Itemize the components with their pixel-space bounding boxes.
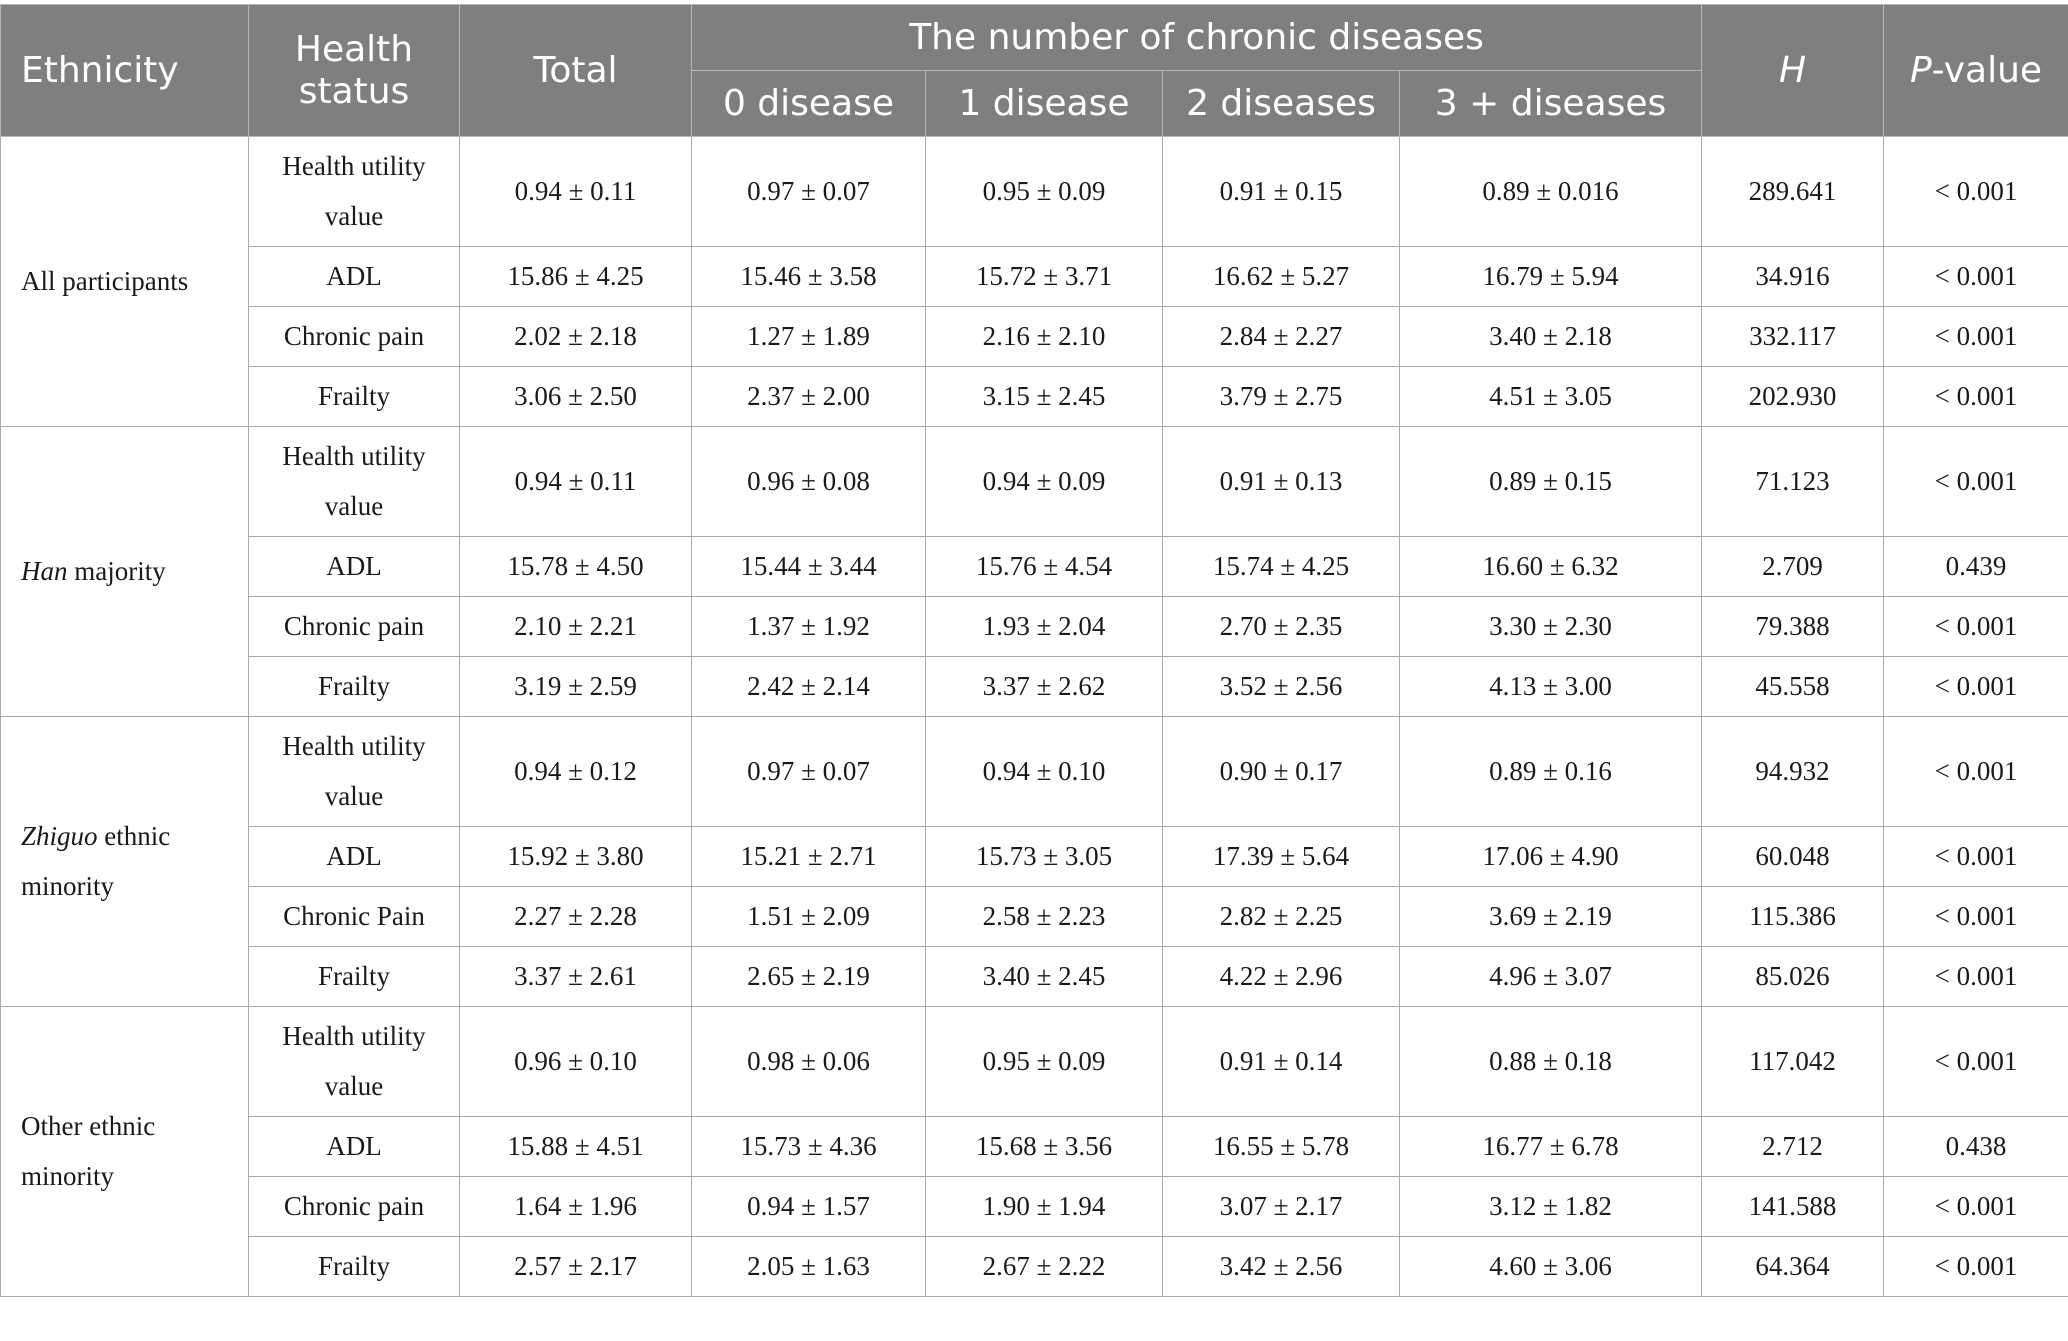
value-cell-d2: 3.42 ± 2.56 bbox=[1163, 1237, 1400, 1297]
value-cell-p: < 0.001 bbox=[1884, 717, 2068, 827]
value-cell-p: 0.438 bbox=[1884, 1117, 2068, 1177]
value-cell-total: 3.19 ± 2.59 bbox=[460, 657, 692, 717]
health-status-cell: Chronic pain bbox=[249, 597, 460, 657]
value-cell-h: 34.916 bbox=[1702, 247, 1884, 307]
p-value-suffix: -value bbox=[1931, 49, 2043, 91]
value-cell-p: < 0.001 bbox=[1884, 827, 2068, 887]
col-header-0-disease: 0 disease bbox=[692, 71, 926, 137]
value-cell-d1: 1.90 ± 1.94 bbox=[926, 1177, 1163, 1237]
value-cell-total: 2.57 ± 2.17 bbox=[460, 1237, 692, 1297]
table-row bbox=[1, 947, 2068, 1007]
value-cell-d1: 15.76 ± 4.54 bbox=[926, 537, 1163, 597]
value-cell-total: 0.94 ± 0.12 bbox=[460, 717, 692, 827]
table-row bbox=[1, 427, 2068, 537]
ethnicity-cell bbox=[1, 1007, 249, 1297]
value-cell-d2: 3.07 ± 2.17 bbox=[1163, 1177, 1400, 1237]
value-cell-p: < 0.001 bbox=[1884, 947, 2068, 1007]
table-row bbox=[1, 307, 2068, 367]
value-cell-d3: 16.60 ± 6.32 bbox=[1400, 537, 1702, 597]
health-status-cell: Chronic Pain bbox=[249, 887, 460, 947]
table-row bbox=[1, 1177, 2068, 1237]
value-cell-d0: 2.37 ± 2.00 bbox=[692, 367, 926, 427]
value-cell-d2: 0.90 ± 0.17 bbox=[1163, 717, 1400, 827]
value-cell-h: 64.364 bbox=[1702, 1237, 1884, 1297]
value-cell-d3: 4.96 ± 3.07 bbox=[1400, 947, 1702, 1007]
table-row bbox=[1, 887, 2068, 947]
value-cell-d2: 17.39 ± 5.64 bbox=[1163, 827, 1400, 887]
ethnicity-italic: Zhiguo bbox=[21, 820, 98, 851]
health-status-cell: Health utility value bbox=[249, 717, 460, 827]
value-cell-h: 115.386 bbox=[1702, 887, 1884, 947]
value-cell-d2: 2.70 ± 2.35 bbox=[1163, 597, 1400, 657]
value-cell-d2: 3.79 ± 2.75 bbox=[1163, 367, 1400, 427]
value-cell-d3: 4.60 ± 3.06 bbox=[1400, 1237, 1702, 1297]
col-header-2-diseases: 2 diseases bbox=[1163, 71, 1400, 137]
value-cell-d0: 15.44 ± 3.44 bbox=[692, 537, 926, 597]
value-cell-d3: 4.51 ± 3.05 bbox=[1400, 367, 1702, 427]
value-cell-d0: 2.65 ± 2.19 bbox=[692, 947, 926, 1007]
value-cell-p: 0.439 bbox=[1884, 537, 2068, 597]
value-cell-d1: 2.58 ± 2.23 bbox=[926, 887, 1163, 947]
chronic-disease-table bbox=[0, 4, 2068, 1297]
value-cell-d1: 0.95 ± 0.09 bbox=[926, 137, 1163, 247]
value-cell-d2: 0.91 ± 0.14 bbox=[1163, 1007, 1400, 1117]
col-header-health-status: Health status bbox=[249, 5, 460, 137]
value-cell-d1: 15.73 ± 3.05 bbox=[926, 827, 1163, 887]
value-cell-d3: 3.69 ± 2.19 bbox=[1400, 887, 1702, 947]
value-cell-d3: 17.06 ± 4.90 bbox=[1400, 827, 1702, 887]
value-cell-d0: 15.21 ± 2.71 bbox=[692, 827, 926, 887]
value-cell-d1: 2.67 ± 2.22 bbox=[926, 1237, 1163, 1297]
value-cell-h: 289.641 bbox=[1702, 137, 1884, 247]
col-header-1-disease: 1 disease bbox=[926, 71, 1163, 137]
ethnicity-cell bbox=[1, 717, 249, 1007]
table-row bbox=[1, 597, 2068, 657]
value-cell-h: 2.712 bbox=[1702, 1117, 1884, 1177]
h-label: H bbox=[1779, 49, 1807, 91]
table-row bbox=[1, 717, 2068, 827]
health-status-cell: Frailty bbox=[249, 1237, 460, 1297]
value-cell-total: 0.94 ± 0.11 bbox=[460, 427, 692, 537]
health-status-cell: Frailty bbox=[249, 367, 460, 427]
value-cell-d3: 3.40 ± 2.18 bbox=[1400, 307, 1702, 367]
value-cell-total: 15.88 ± 4.51 bbox=[460, 1117, 692, 1177]
value-cell-d2: 2.84 ± 2.27 bbox=[1163, 307, 1400, 367]
ethnicity-cell bbox=[1, 137, 249, 427]
value-cell-d3: 4.13 ± 3.00 bbox=[1400, 657, 1702, 717]
value-cell-h: 94.932 bbox=[1702, 717, 1884, 827]
value-cell-d3: 0.89 ± 0.16 bbox=[1400, 717, 1702, 827]
health-status-cell: Health utility value bbox=[249, 1007, 460, 1117]
col-header-ethnicity: Ethnicity bbox=[1, 5, 249, 137]
health-status-cell: ADL bbox=[249, 827, 460, 887]
ethnicity-cell bbox=[1, 427, 249, 717]
value-cell-p: < 0.001 bbox=[1884, 657, 2068, 717]
table-body bbox=[1, 137, 2068, 1297]
value-cell-h: 2.709 bbox=[1702, 537, 1884, 597]
col-header-total: Total bbox=[460, 5, 692, 137]
value-cell-p: < 0.001 bbox=[1884, 597, 2068, 657]
health-status-cell: ADL bbox=[249, 537, 460, 597]
value-cell-d2: 0.91 ± 0.15 bbox=[1163, 137, 1400, 247]
table-row bbox=[1, 1237, 2068, 1297]
table-row bbox=[1, 1007, 2068, 1117]
value-cell-h: 60.048 bbox=[1702, 827, 1884, 887]
value-cell-total: 15.92 ± 3.80 bbox=[460, 827, 692, 887]
health-status-cell: Frailty bbox=[249, 947, 460, 1007]
value-cell-p: < 0.001 bbox=[1884, 427, 2068, 537]
value-cell-d1: 3.40 ± 2.45 bbox=[926, 947, 1163, 1007]
health-status-cell: Health utility value bbox=[249, 137, 460, 247]
value-cell-total: 0.96 ± 0.10 bbox=[460, 1007, 692, 1117]
value-cell-h: 117.042 bbox=[1702, 1007, 1884, 1117]
value-cell-d0: 2.42 ± 2.14 bbox=[692, 657, 926, 717]
table-header bbox=[1, 5, 2068, 137]
table-row bbox=[1, 367, 2068, 427]
value-cell-d3: 16.79 ± 5.94 bbox=[1400, 247, 1702, 307]
value-cell-d2: 16.55 ± 5.78 bbox=[1163, 1117, 1400, 1177]
value-cell-d3: 0.89 ± 0.016 bbox=[1400, 137, 1702, 247]
value-cell-total: 2.02 ± 2.18 bbox=[460, 307, 692, 367]
table-row bbox=[1, 537, 2068, 597]
col-header-3plus-diseases: 3 + diseases bbox=[1400, 71, 1702, 137]
value-cell-d0: 0.94 ± 1.57 bbox=[692, 1177, 926, 1237]
value-cell-d1: 1.93 ± 2.04 bbox=[926, 597, 1163, 657]
value-cell-d2: 15.74 ± 4.25 bbox=[1163, 537, 1400, 597]
health-status-cell: Health utility value bbox=[249, 427, 460, 537]
health-status-cell: Frailty bbox=[249, 657, 460, 717]
value-cell-d0: 15.46 ± 3.58 bbox=[692, 247, 926, 307]
ethnicity-label: Other ethnic minority bbox=[21, 1110, 156, 1191]
value-cell-total: 0.94 ± 0.11 bbox=[460, 137, 692, 247]
ethnicity-italic: Han bbox=[21, 555, 68, 586]
value-cell-d0: 1.27 ± 1.89 bbox=[692, 307, 926, 367]
value-cell-h: 85.026 bbox=[1702, 947, 1884, 1007]
value-cell-total: 3.06 ± 2.50 bbox=[460, 367, 692, 427]
table-row bbox=[1, 1117, 2068, 1177]
value-cell-d0: 15.73 ± 4.36 bbox=[692, 1117, 926, 1177]
table-row bbox=[1, 827, 2068, 887]
value-cell-d1: 15.68 ± 3.56 bbox=[926, 1117, 1163, 1177]
value-cell-d0: 2.05 ± 1.63 bbox=[692, 1237, 926, 1297]
col-header-p-value bbox=[1884, 5, 2068, 137]
health-status-cell: Chronic pain bbox=[249, 307, 460, 367]
value-cell-d3: 3.12 ± 1.82 bbox=[1400, 1177, 1702, 1237]
value-cell-total: 2.27 ± 2.28 bbox=[460, 887, 692, 947]
value-cell-d1: 15.72 ± 3.71 bbox=[926, 247, 1163, 307]
value-cell-d2: 2.82 ± 2.25 bbox=[1163, 887, 1400, 947]
value-cell-d1: 2.16 ± 2.10 bbox=[926, 307, 1163, 367]
value-cell-d3: 3.30 ± 2.30 bbox=[1400, 597, 1702, 657]
value-cell-d0: 0.97 ± 0.07 bbox=[692, 137, 926, 247]
value-cell-total: 1.64 ± 1.96 bbox=[460, 1177, 692, 1237]
health-status-cell: Chronic pain bbox=[249, 1177, 460, 1237]
value-cell-d1: 0.95 ± 0.09 bbox=[926, 1007, 1163, 1117]
value-cell-p: < 0.001 bbox=[1884, 1007, 2068, 1117]
value-cell-p: < 0.001 bbox=[1884, 307, 2068, 367]
value-cell-h: 332.117 bbox=[1702, 307, 1884, 367]
table-row bbox=[1, 137, 2068, 247]
health-status-cell: ADL bbox=[249, 247, 460, 307]
value-cell-total: 15.86 ± 4.25 bbox=[460, 247, 692, 307]
value-cell-p: < 0.001 bbox=[1884, 367, 2068, 427]
value-cell-total: 15.78 ± 4.50 bbox=[460, 537, 692, 597]
col-header-h bbox=[1702, 5, 1884, 137]
ethnicity-label: ethnic minority bbox=[21, 820, 171, 901]
value-cell-p: < 0.001 bbox=[1884, 1177, 2068, 1237]
value-cell-d0: 0.98 ± 0.06 bbox=[692, 1007, 926, 1117]
value-cell-total: 3.37 ± 2.61 bbox=[460, 947, 692, 1007]
value-cell-d1: 0.94 ± 0.09 bbox=[926, 427, 1163, 537]
p-label: P bbox=[1910, 49, 1932, 91]
value-cell-p: < 0.001 bbox=[1884, 1237, 2068, 1297]
value-cell-d3: 0.89 ± 0.15 bbox=[1400, 427, 1702, 537]
value-cell-d0: 0.97 ± 0.07 bbox=[692, 717, 926, 827]
value-cell-d2: 4.22 ± 2.96 bbox=[1163, 947, 1400, 1007]
value-cell-total: 2.10 ± 2.21 bbox=[460, 597, 692, 657]
value-cell-h: 202.930 bbox=[1702, 367, 1884, 427]
value-cell-d2: 16.62 ± 5.27 bbox=[1163, 247, 1400, 307]
col-header-chronic-group: The number of chronic diseases bbox=[692, 5, 1702, 71]
health-status-cell: ADL bbox=[249, 1117, 460, 1177]
value-cell-d0: 1.37 ± 1.92 bbox=[692, 597, 926, 657]
value-cell-d3: 16.77 ± 6.78 bbox=[1400, 1117, 1702, 1177]
value-cell-d2: 3.52 ± 2.56 bbox=[1163, 657, 1400, 717]
table-row bbox=[1, 657, 2068, 717]
value-cell-d1: 3.37 ± 2.62 bbox=[926, 657, 1163, 717]
ethnicity-label: All participants bbox=[21, 265, 189, 296]
value-cell-d2: 0.91 ± 0.13 bbox=[1163, 427, 1400, 537]
value-cell-h: 71.123 bbox=[1702, 427, 1884, 537]
value-cell-h: 45.558 bbox=[1702, 657, 1884, 717]
value-cell-h: 79.388 bbox=[1702, 597, 1884, 657]
value-cell-h: 141.588 bbox=[1702, 1177, 1884, 1237]
table-row bbox=[1, 247, 2068, 307]
value-cell-d1: 3.15 ± 2.45 bbox=[926, 367, 1163, 427]
value-cell-d3: 0.88 ± 0.18 bbox=[1400, 1007, 1702, 1117]
value-cell-d1: 0.94 ± 0.10 bbox=[926, 717, 1163, 827]
value-cell-p: < 0.001 bbox=[1884, 887, 2068, 947]
value-cell-d0: 1.51 ± 2.09 bbox=[692, 887, 926, 947]
value-cell-p: < 0.001 bbox=[1884, 247, 2068, 307]
value-cell-p: < 0.001 bbox=[1884, 137, 2068, 247]
value-cell-d0: 0.96 ± 0.08 bbox=[692, 427, 926, 537]
ethnicity-label: majority bbox=[67, 555, 166, 586]
